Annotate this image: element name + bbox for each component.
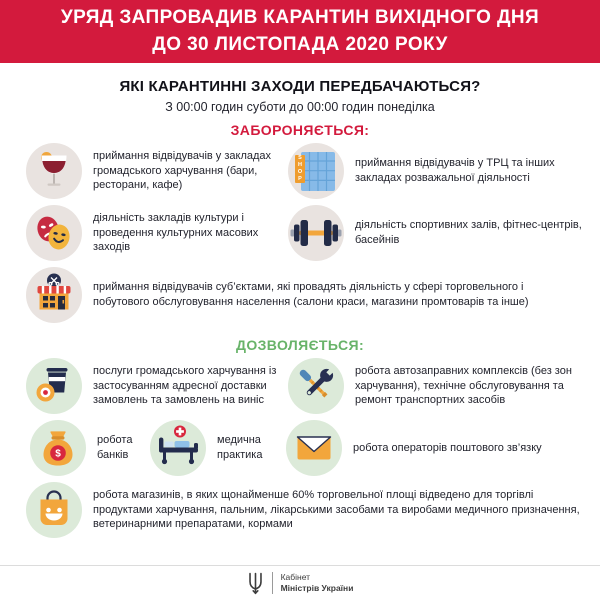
prohibited-item <box>26 142 284 200</box>
dumbbell-icon <box>288 205 344 261</box>
allowed-item <box>288 357 586 415</box>
allowed-grid <box>0 357 600 415</box>
prohibited-heading: ЗАБОРОНЯЄТЬСЯ: <box>230 122 370 138</box>
item-text: приймання відвідувачів суб’єктами, які провадять діяльність у сфері торговельного і побутового обслуговування населення (салони краси, магазини промтоварів та інше) <box>93 281 529 308</box>
envelope-icon <box>286 420 342 476</box>
theater-masks-icon <box>26 205 82 261</box>
icon-circle <box>286 420 342 476</box>
icon-circle <box>26 205 82 261</box>
section-subtitle: З 00:00 годин суботи до 00:00 годин понеділка <box>165 100 435 114</box>
icon-circle <box>26 143 82 199</box>
item-text: медична практика <box>217 434 263 461</box>
footer <box>0 565 600 600</box>
item-text: послуги громадського харчування із застосуванням адресної доставки замовлень та замовлень на виніс <box>93 364 277 407</box>
item-text: робота банків <box>97 434 133 461</box>
icon-circle <box>288 143 344 199</box>
section-question-title: ЯКІ КАРАНТИННІ ЗАХОДИ ПЕРЕДБАЧАЮТЬСЯ? <box>119 78 481 95</box>
icon-circle <box>288 205 344 261</box>
footer-org-name <box>281 572 354 594</box>
icon-circle <box>26 482 82 538</box>
footer-org-line1: Кабінет <box>280 571 311 582</box>
allowed-item <box>286 419 590 477</box>
icon-circle <box>26 267 82 323</box>
allowed-heading: ДОЗВОЛЯЄТЬСЯ: <box>235 337 365 353</box>
icon-circle <box>150 420 206 476</box>
item-text: приймання відвідувачів у ТРЦ та інших закладах розважальної діяльності <box>355 157 555 184</box>
money-bag-icon <box>30 420 86 476</box>
shop-sign-label: SHOP <box>297 155 303 183</box>
allowed-item <box>30 419 150 477</box>
item-text: робота магазинів, в яких щонайменше 60% торговельної площі відведено для торгівлі продуктами харчування, пальним, лікарськими засобами та виробами медичного призначення, ветеринарними препаратами, кормами <box>93 488 580 531</box>
shopping-bag-icon <box>26 482 82 538</box>
trident-emblem-icon <box>247 572 264 595</box>
intro-section <box>0 63 600 138</box>
prohibited-grid <box>0 142 600 262</box>
item-text: робота операторів поштового зв’язку <box>353 441 542 454</box>
item-text: приймання відвідувачів у закладах громадського харчування (бари, ресторани, кафе) <box>93 149 272 192</box>
prohibited-item <box>288 142 586 200</box>
allowed-item <box>150 419 286 477</box>
beauty-salon-icon <box>26 267 82 323</box>
prohibited-item <box>26 204 284 262</box>
medical-bed-icon <box>150 420 206 476</box>
banner-title-line1: УРЯД ЗАПРОВАДИВ КАРАНТИН ВИХІДНОГО ДНЯ <box>60 6 540 28</box>
prohibited-wide-row <box>0 266 600 324</box>
prohibited-item <box>26 266 582 324</box>
repair-tools-icon <box>288 358 344 414</box>
banner <box>0 0 600 63</box>
wine-glass-icon <box>26 143 82 199</box>
dollar-glyph: $ <box>55 448 61 460</box>
icon-circle <box>288 358 344 414</box>
prohibited-item <box>288 204 586 262</box>
item-text: діяльність спортивних залів, фітнес-центрів, басейнів <box>355 219 582 246</box>
item-text: діяльність закладів культури і проведення культурних масових заходів <box>93 211 259 254</box>
icon-circle <box>26 358 82 414</box>
banner-title-line2: ДО 30 ЛИСТОПАДА 2020 РОКУ <box>152 33 448 55</box>
allowed-grid-row2 <box>0 419 600 477</box>
takeaway-coffee-icon <box>26 358 82 414</box>
allowed-item <box>26 481 582 539</box>
footer-divider <box>272 572 273 594</box>
icon-circle <box>30 420 86 476</box>
allowed-item <box>26 357 284 415</box>
footer-org-line2: Міністрів України <box>280 583 354 593</box>
allowed-wide-row <box>0 481 600 539</box>
item-text: робота автозаправних комплексів (без зон харчування), технічне обслуговування та ремонт транспортних засобів <box>355 364 572 407</box>
